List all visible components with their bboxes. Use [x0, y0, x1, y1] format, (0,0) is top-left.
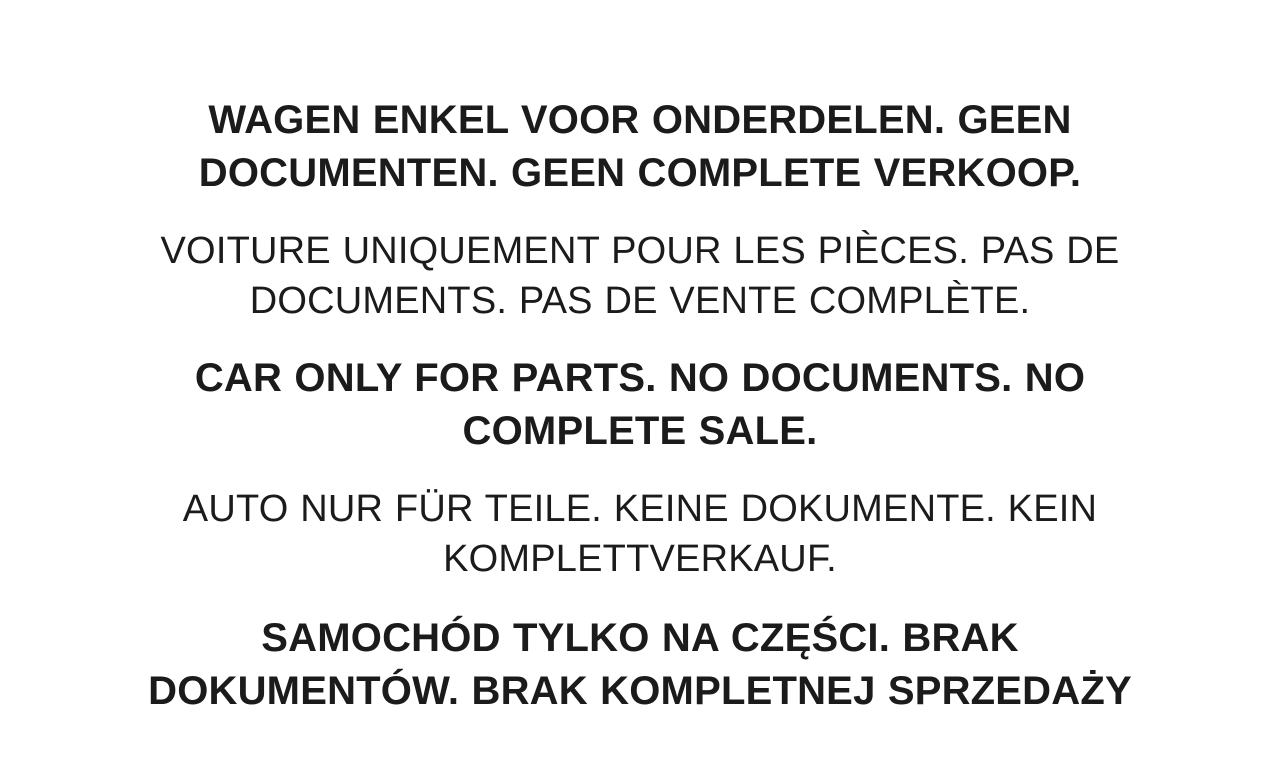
- notice-line-english: CAR ONLY FOR PARTS. NO DOCUMENTS. NO COMPLETE SALE.: [194, 355, 1086, 453]
- notice-line-german: AUTO NUR FÜR TEILE. KEINE DOKUMENTE. KEIN KOMPLETTVERKAUF.: [182, 487, 1098, 580]
- notice-line-polish: SAMOCHÓD TYLKO NA CZĘŚCI. BRAK DOKUMENTÓW. BRAK KOMPLETNEJ SPRZEDAŻY: [148, 615, 1132, 713]
- notice-line-french: VOITURE UNIQUEMENT POUR LES PIÈCES. PAS DE DOCUMENTS. PAS DE VENTE COMPLÈTE.: [160, 229, 1120, 322]
- notice-line-dutch: WAGEN ENKEL VOOR ONDERDELEN. GEEN DOCUMENTEN. GEEN COMPLETE VERKOOP.: [198, 98, 1082, 195]
